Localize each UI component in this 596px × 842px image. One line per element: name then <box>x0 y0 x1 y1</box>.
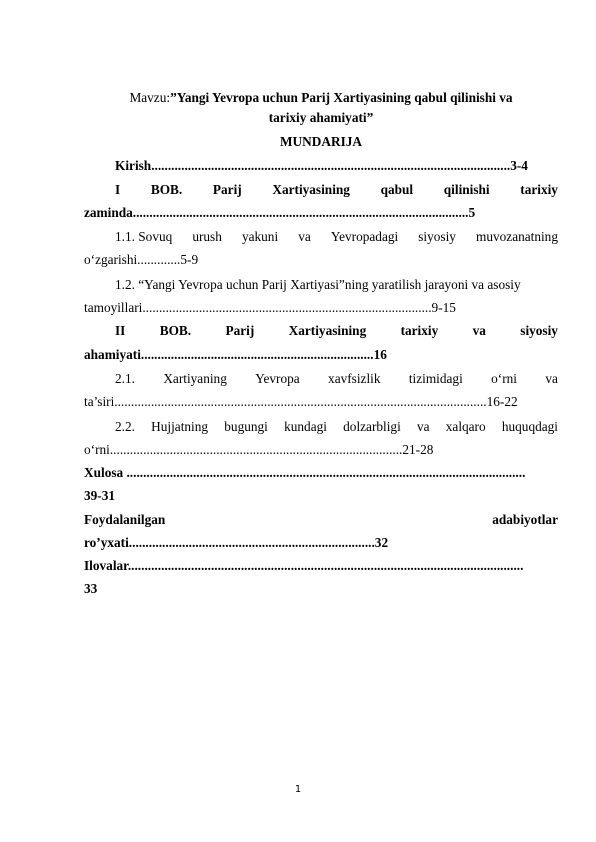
toc-word: tizimidagi <box>408 371 463 386</box>
toc-xulosa: Xulosa ........................................................................................................................ <box>84 465 526 480</box>
toc-ilovalar: Ilovalar....................................................................................................................... <box>84 558 524 573</box>
toc-word: I <box>115 182 121 197</box>
toc-bob1 <box>84 180 558 200</box>
toc-section-1-1-cont: o‘zgarishi.............5-9 <box>84 252 199 267</box>
toc-word: BOB. <box>159 323 192 338</box>
toc-word: va <box>416 419 430 434</box>
toc-section-2-1-cont: ta’siri................................................................................................................16-22 <box>84 394 518 409</box>
toc-word: xavfsizlik <box>328 371 381 386</box>
toc-word: kundagi <box>284 419 327 434</box>
toc-section-2-2-cont: o‘rni........................................................................................21-28 <box>84 442 434 457</box>
toc-word: Hujjatning <box>151 419 209 434</box>
toc-word: dolzarbligi <box>343 419 401 434</box>
toc-word: Yevropadagi <box>330 229 399 244</box>
toc-word: Foydalanilgan <box>84 512 166 527</box>
toc-word: 2.2. <box>115 419 135 434</box>
toc-section-2-1 <box>84 369 558 389</box>
toc-foydalanilgan <box>84 510 558 530</box>
toc-section-1-2: 1.2. “Yangi Yevropa uchun Parij Xartiyasi”ning yaratilish jarayoni va asosiy <box>115 277 521 292</box>
toc-bob1-cont: zaminda.....................................................................................................5 <box>84 205 476 220</box>
toc-word: BOB. <box>150 182 183 197</box>
toc-word: bugungi <box>224 419 268 434</box>
toc-word: qilinishi <box>443 182 490 197</box>
toc-word: Xartiyasining <box>272 182 350 197</box>
title-prefix: Mavzu: <box>129 90 171 105</box>
toc-word: tarixiy <box>400 323 439 338</box>
toc-word: siyosiy <box>520 323 558 338</box>
toc-word: huquqdagi <box>501 419 558 434</box>
toc-word: II <box>115 323 126 338</box>
toc-word: Parij <box>212 182 242 197</box>
toc-word: siyosiy <box>418 229 456 244</box>
title-line-1 <box>84 88 558 108</box>
toc-word: Yevropa <box>255 371 300 386</box>
toc-word: yakuni <box>241 229 279 244</box>
toc-word: adabiyotlar <box>492 512 558 527</box>
toc-section-2-2 <box>84 417 558 437</box>
toc-section-1-1 <box>84 227 558 247</box>
toc-word: o‘rni <box>491 371 518 386</box>
toc-word: va <box>298 229 311 244</box>
toc-foydalanilgan-cont: ro’yxati..........................................................................32 <box>84 535 389 550</box>
toc-section-1-2-cont: tamoyillari.......................................................................................9-15 <box>84 300 456 315</box>
title-line-2: tarixiy ahamiyati” <box>268 110 374 125</box>
toc-xulosa-pages: 39-31 <box>84 488 116 503</box>
toc-bob2-cont: ahamiyati......................................................................16 <box>84 347 387 362</box>
toc-heading: MUNDARIJA <box>280 134 362 149</box>
toc-word: 2.1. <box>115 371 135 386</box>
document-title <box>84 88 558 128</box>
toc-word: Xartiyasining <box>288 323 367 338</box>
toc-word: Parij <box>225 323 255 338</box>
toc-bob2 <box>84 321 558 341</box>
toc-word: tarixiy <box>520 182 558 197</box>
toc-word: qabul <box>380 182 414 197</box>
toc-word: Xartiyaning <box>163 371 227 386</box>
toc-kirish: Kirish............................................................................................................3-4 <box>115 158 528 173</box>
toc-word: va <box>545 371 558 386</box>
title-text-1: ”Yangi Yevropa uchun Parij Xartiyasining qabul qilinishi va <box>170 90 513 105</box>
page-number: 1 <box>294 784 302 795</box>
toc-word: muvozanatning <box>476 229 558 244</box>
toc-word: 1.1. Sovuq <box>115 229 173 244</box>
toc-word: xalqaro <box>445 419 486 434</box>
toc-ilovalar-page: 33 <box>84 581 98 596</box>
toc-word: va <box>472 323 486 338</box>
toc-word: urush <box>192 229 222 244</box>
